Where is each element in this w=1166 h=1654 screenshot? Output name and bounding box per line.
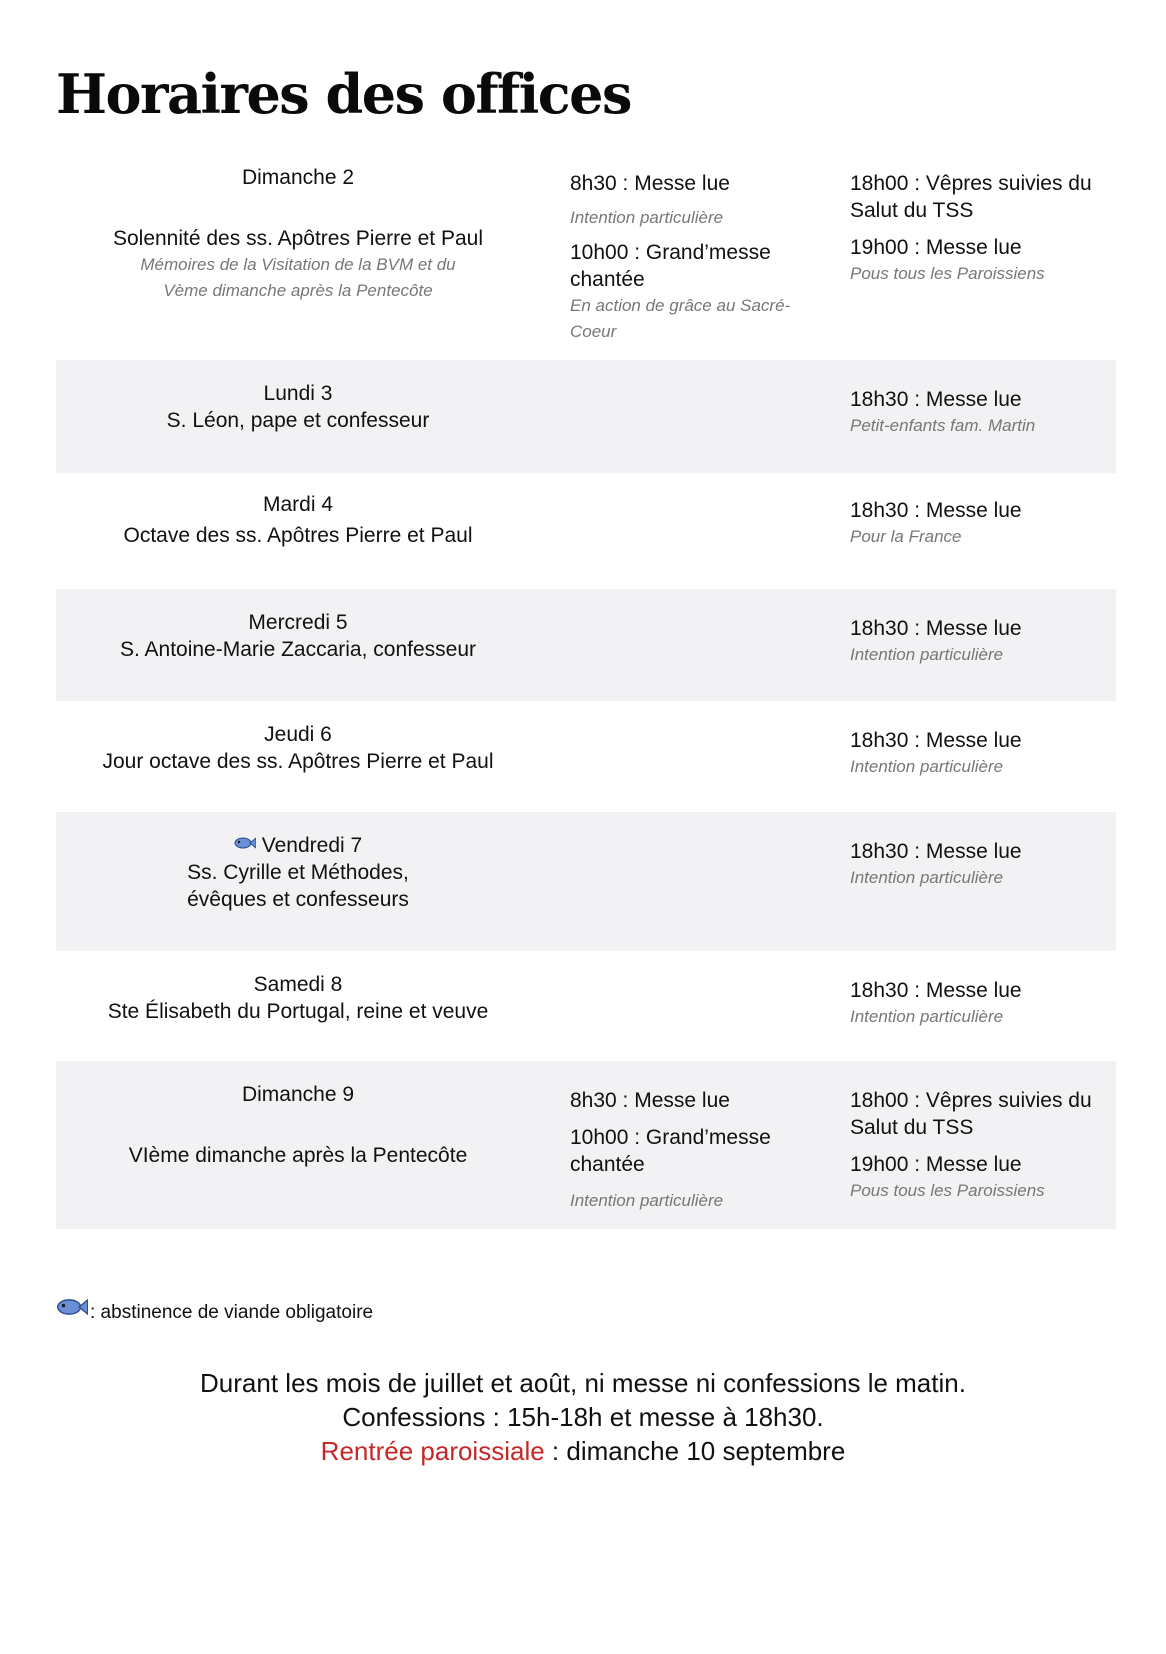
service-time: 18h30 : Messe lue	[850, 729, 1022, 752]
service-intention: Intention particulière	[570, 208, 724, 227]
feast-name: Jour octave des ss. Apôtres Pierre et Paul	[102, 750, 494, 773]
fish-icon	[234, 836, 256, 850]
service-intention: En action de grâce au Sacré-Coeur	[570, 296, 791, 341]
service-intention: Pour la France	[850, 527, 962, 546]
page-title: Horaires des offices	[56, 62, 631, 126]
service-intention: Intention particulière	[850, 645, 1004, 664]
service-time: 19h00 : Messe lue	[850, 1153, 1022, 1176]
notice	[0, 1366, 1166, 1468]
evening-services	[850, 727, 1116, 780]
table-row	[56, 1061, 1116, 1229]
table-row	[56, 589, 1116, 701]
service-intention: Pous tous les Paroissiens	[850, 264, 1045, 283]
day-cell	[56, 609, 540, 663]
day-cell	[56, 1081, 540, 1169]
service-time: 18h30 : Messe lue	[850, 840, 1022, 863]
service-time: 18h30 : Messe lue	[850, 499, 1022, 522]
table-row	[56, 701, 1116, 812]
table-row	[56, 360, 1116, 473]
evening-services	[850, 1087, 1116, 1204]
feast-name: S. Antoine-Marie Zaccaria, confesseur	[120, 638, 476, 661]
notice-highlight: Rentrée paroissiale	[320, 1436, 545, 1466]
legend-text: : abstinence de viande obligatoire	[90, 1302, 374, 1323]
day-name: Mercredi 5	[248, 611, 348, 634]
day-cell	[56, 380, 540, 434]
morning-services	[570, 170, 810, 345]
schedule-table	[56, 158, 1116, 1229]
day-name-text: Vendredi 7	[261, 834, 363, 857]
feast-name-line2: évêques et confesseurs	[187, 888, 409, 911]
feast-name: Octave des ss. Apôtres Pierre et Paul	[123, 524, 473, 547]
service-intention: Intention particulière	[850, 757, 1004, 776]
feast-subtitle: Mémoires de la Visitation de la BVM et du Vème dimanche après la Pentecôte	[140, 255, 456, 300]
feast-name: S. Léon, pape et confesseur	[166, 409, 430, 432]
day-name: Lundi 3	[263, 382, 333, 405]
service-time: 10h00 : Grand’messe chantée	[570, 241, 771, 291]
evening-services	[850, 386, 1116, 439]
day-name: Dimanche 9	[241, 1083, 355, 1106]
day-cell	[56, 491, 540, 549]
evening-services	[850, 615, 1116, 668]
notice-line-2: Confessions : 15h-18h et messe à 18h30.	[342, 1402, 824, 1432]
day-name: Dimanche 2	[241, 166, 355, 189]
service-time: 18h30 : Messe lue	[850, 979, 1022, 1002]
day-name: Samedi 8	[253, 973, 343, 996]
service-intention: Pous tous les Paroissiens	[850, 1181, 1045, 1200]
table-row	[56, 473, 1116, 589]
day-name: Jeudi 6	[264, 723, 332, 746]
notice-line-3-rest: : dimanche 10 septembre	[544, 1436, 846, 1466]
evening-services	[850, 497, 1116, 550]
table-row	[56, 951, 1116, 1061]
service-time: 19h00 : Messe lue	[850, 236, 1022, 259]
table-row	[56, 812, 1116, 951]
day-cell	[56, 721, 540, 775]
service-time: 18h30 : Messe lue	[850, 388, 1022, 411]
feast-name-line1: Ss. Cyrille et Méthodes,	[187, 861, 409, 884]
feast-name: VIème dimanche après la Pentecôte	[128, 1144, 468, 1167]
service-intention: Intention particulière	[570, 1191, 724, 1210]
fish-icon	[56, 1297, 88, 1317]
evening-services	[850, 838, 1116, 891]
service-time: 18h00 : Vêpres suivies du Salut du TSS	[850, 1089, 1092, 1139]
day-name: Mardi 4	[262, 493, 334, 516]
notice-line-1: Durant les mois de juillet et août, ni messe ni confessions le matin.	[200, 1368, 966, 1398]
evening-services	[850, 977, 1116, 1030]
legend	[56, 1302, 373, 1324]
feast-name: Ste Élisabeth du Portugal, reine et veuve	[107, 1000, 489, 1023]
service-time: 18h30 : Messe lue	[850, 617, 1022, 640]
service-intention: Intention particulière	[850, 868, 1004, 887]
day-name	[56, 832, 540, 859]
morning-services	[570, 1087, 810, 1214]
service-time: 10h00 : Grand’messe chantée	[570, 1126, 771, 1176]
service-intention: Intention particulière	[850, 1007, 1004, 1026]
service-time: 8h30 : Messe lue	[570, 1089, 730, 1112]
feast-name: Solennité des ss. Apôtres Pierre et Paul	[112, 227, 484, 250]
service-intention: Petit-enfants fam. Martin	[850, 416, 1036, 435]
day-cell	[56, 971, 540, 1025]
evening-services	[850, 170, 1116, 287]
notice-line-3	[0, 1434, 1166, 1468]
day-cell	[56, 164, 540, 304]
day-cell	[56, 832, 540, 913]
service-time: 8h30 : Messe lue	[570, 172, 730, 195]
service-time: 18h00 : Vêpres suivies du Salut du TSS	[850, 172, 1092, 222]
table-row	[56, 158, 1116, 360]
